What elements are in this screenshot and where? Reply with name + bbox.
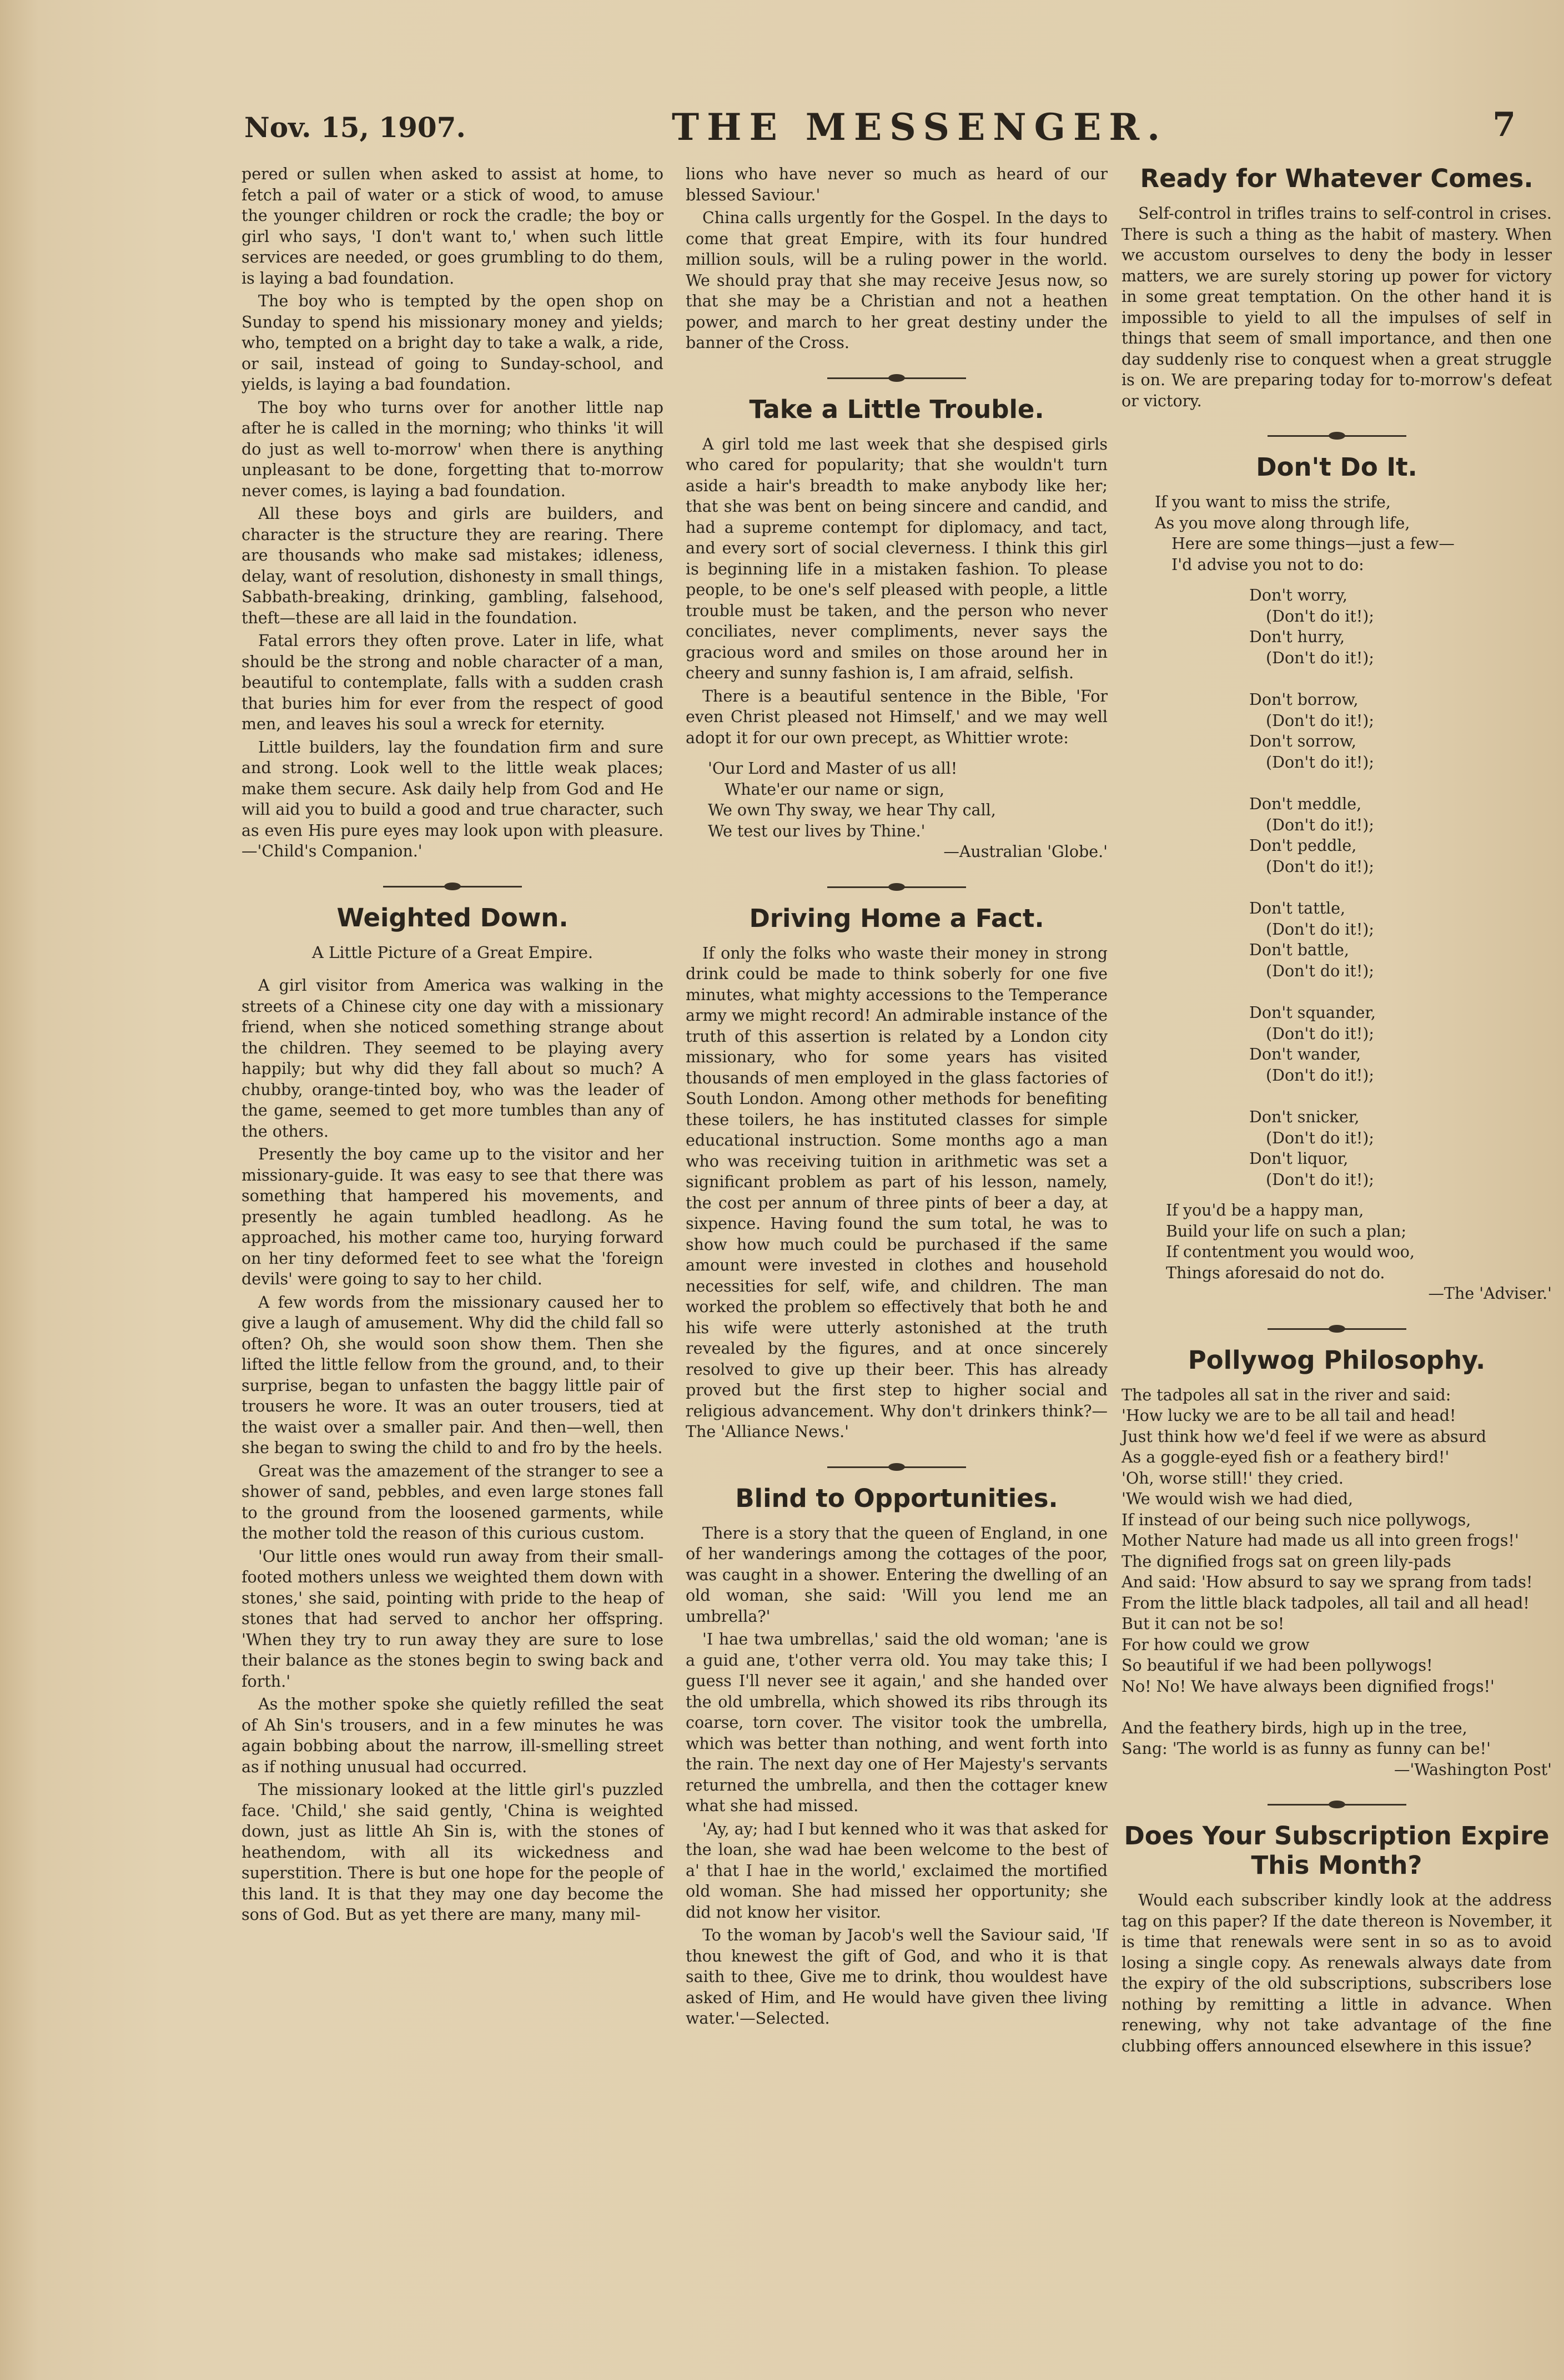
dont-line: (Don't do it!);: [1266, 753, 1375, 772]
article-paragraph: lions who have never so much as heard of our blessed Saviour.': [686, 165, 1108, 204]
poem-line: The dignified frogs sat on green lily-pads: [1122, 1552, 1451, 1571]
poem-line: If contentment you would woo,: [1166, 1243, 1415, 1261]
dont-line: (Don't do it!);: [1266, 1024, 1375, 1043]
section-divider: [383, 881, 522, 892]
dont-line: (Don't do it!);: [1266, 648, 1375, 667]
article-title-ready-for-whatever-comes: Ready for Whatever Comes.: [1140, 164, 1533, 193]
dont-line: Don't peddle,: [1249, 836, 1357, 855]
article-title-weighted-down: Weighted Down.: [336, 902, 569, 932]
dont-line: Don't squander,: [1249, 1004, 1376, 1022]
poem-line: As a goggle-eyed fish or a feathery bird!': [1122, 1448, 1450, 1466]
dont-line: Don't battle,: [1249, 941, 1349, 959]
issue-date: Nov. 15, 1907.: [244, 111, 466, 144]
attribution: —The 'Adviser.': [1428, 1284, 1552, 1303]
article-paragraph: Presently the boy came up to the visitor and her missionary-guide. It was easy to see that there was something that hampered his movements, and presently he again tumbled headlong. As he approached, his mother came too, hurying forward on her tiny deformed feet to see what the 'foreign devils' were going to say to her child.: [242, 1145, 663, 1288]
dont-line: Don't wander,: [1249, 1045, 1361, 1063]
poem-line: From the little black tadpoles, all tail and all head!: [1122, 1594, 1530, 1612]
dont-line: (Don't do it!);: [1266, 961, 1375, 980]
article-paragraph: As the mother spoke she quietly refilled the seat of Ah Sin's trousers, and in a few minutes he was again bobbing about the narrow, ill-smelling street as if nothing unusual had occurred.: [242, 1695, 663, 1776]
dont-line: Don't sorrow,: [1249, 732, 1356, 750]
dont-line: Don't worry,: [1249, 586, 1347, 604]
article-paragraph: A girl visitor from America was walking in the streets of a Chinese city one day with a missionary friend, when she noticed something strange about the children. They seemed to be playing avery happily; but why did they fall about so much? A chubby, orange-tinted boy, who was the leader of the game, seemed to get more tumbles than any of the others.: [242, 976, 663, 1141]
section-divider: [1268, 430, 1406, 441]
article-paragraph: There is a story that the queen of England, in one of her wanderings among the cottages of the poor, was caught in a shower. Entering the dwelling of an old woman, she said: 'Will you lend me an umbrella?': [686, 1524, 1108, 1626]
poem-line: 'We would wish we had died,: [1122, 1490, 1354, 1508]
poem-quote: [708, 758, 1108, 863]
article-paragraph: All these boys and girls are builders, and character is the structure they are rearing. There are thousands who make sad mistakes; idleness, delay, want of resolution, dishonesty in small things, Sabbath-breaking, drinking, gambling, falsehood, theft—these are all laid in the foundation.: [242, 505, 663, 627]
dont-list: [1122, 585, 1552, 1190]
section-divider: [1268, 1799, 1406, 1810]
article-paragraph: Would each subscriber kindly look at the address tag on this paper? If the date thereon is November, it is time that renewals were sent in so as to avoid losing a single copy. As renewals always date from the expiry of the old subscriptions, subscribers lose nothing by remitting a little in advance. When renewing, why not take advantage of the fine clubbing offers announced elsewhere in this issue?: [1122, 1891, 1552, 2055]
dont-line: Don't snicker,: [1249, 1108, 1360, 1126]
dont-line: Don't meddle,: [1249, 795, 1362, 813]
article-subtitle: A Little Picture of a Great Empire.: [311, 942, 594, 962]
dont-line: (Don't do it!);: [1266, 920, 1375, 939]
article-paragraph: 'I hae twa umbrellas,' said the old woman; 'ane is a guid ane, t'other verra old. You may take this; I guess I'll never see it again,' and she handed over the old umbrella, which showed its ribs through its coarse, torn cover. The visitor took the umbrella, which was better than nothing, and went forth into the rain. The next day one of Her Majesty's servants returned the umbrella, and then the cottager knew what she had missed.: [686, 1630, 1108, 1815]
poem-line: 'How lucky we are to be all tail and head!: [1122, 1406, 1456, 1425]
article-paragraph: A girl told me last week that she despised girls who cared for popularity; that she wouldn't turn aside a hair's breadth to make anybody like her; that she was bent on being sincere and candid, and had a supreme contempt for diplomacy, and tact, and every sort of social cleverness. I think this girl is beginning life in a mistaken fashion. To please people, to be one's self pleased with people, a little trouble must be taken, and the person who never conciliates, never compliments, never says the gracious word and smiles on those around her in cheery and sunny fashion is, I am afraid, selfish.: [686, 435, 1108, 682]
poem-line: And said: 'How absurd to say we sprang from tads!: [1122, 1573, 1533, 1591]
dont-line: Don't hurry,: [1249, 628, 1345, 646]
poem-line: We test our lives by Thine.': [708, 821, 926, 840]
dont-line: Don't liquor,: [1249, 1149, 1349, 1168]
page-header: [244, 105, 1516, 150]
article-paragraph: Fatal errors they often prove. Later in life, what should be the strong and noble character of a man, beautiful to contemplate, falls with a sudden crash that buries him for ever from the respect of good men, and leaves his soul a wreck for eternity.: [242, 632, 663, 733]
article-paragraph: The boy who turns over for another little nap after he is called in the morning; who thinks 'it will do just as well to-morrow' when there is anything unpleasant to be done, forgetting that to-morrow never comes, is laying a bad foundation.: [242, 398, 663, 500]
poem-line: [1122, 1697, 1552, 1718]
poem-line: Here are some things—just a few—: [1171, 535, 1455, 553]
poem-pollywog: [1122, 1385, 1552, 1781]
attribution: —Australian 'Globe.': [943, 843, 1108, 861]
article-title-pollywog-philosophy: Pollywog Philosophy.: [1188, 1345, 1486, 1375]
poem-line: If instead of our being such nice pollywogs,: [1122, 1510, 1471, 1529]
article-paragraph: A few words from the missionary caused her to give a laugh of amusement. Why did the child fall so often? Oh, she would soon show them. Then she lifted the little fellow from the ground, and, to their surprise, began to unfasten the baggy little pair of trousers he wore. It was an outer trousers, tied at the waist over a smaller pair. And then—well, then she began to swing the child to and fro by the heels.: [242, 1293, 663, 1457]
dont-line: (Don't do it!);: [1266, 815, 1375, 834]
poem-line: But it can not be so!: [1122, 1615, 1285, 1633]
poem-line: If you want to miss the strife,: [1155, 493, 1391, 511]
article-paragraph: Self-control in trifles trains to self-control in crises. There is such a thing as the habit of mastery. When we accustom ourselves to deny the body in lesser matters, we are surely storing up power for victory in some great temptation. On the other hand it is impossible to yield to all the impulses of self in things that seem of small importance, and then one day suddenly rise to conquest when a great struggle is on. We are preparing today for to-morrow's defeat or victory.: [1122, 204, 1552, 410]
article-paragraph: To the woman by Jacob's well the Saviour said, 'If thou knewest the gift of God, and who it is that saith to thee, Give me to drink, thou wouldest have asked of Him, and He would have given thee living water.'—Selected.: [686, 1926, 1108, 2028]
section-divider: [1268, 1323, 1406, 1334]
column-1: [242, 164, 663, 1928]
poem-line: Mother Nature had made us all into green frogs!': [1122, 1531, 1519, 1550]
dont-line: Don't borrow,: [1249, 690, 1359, 709]
article-paragraph: Little builders, lay the foundation firm and sure and strong. Look well to the little weak places; make them secure. Ask daily help from God and He will aid you to build a good and true character, such as even His pure eyes may look upon with pleasure.—'Child's Companion.': [242, 738, 663, 860]
column-3: [1122, 164, 1552, 2059]
section-divider: [827, 1461, 966, 1473]
article-paragraph: There is a beautiful sentence in the Bible, 'For even Christ pleased not Himself,' and we may well adopt it for our own precept, as Whittier wrote:: [686, 687, 1108, 747]
poem-line: So beautiful if we had been pollywogs!: [1122, 1656, 1433, 1675]
poem-line: Build your life on such a plan;: [1166, 1222, 1407, 1241]
poem-dont-outro: [1166, 1200, 1552, 1304]
poem-line: As you move along through life,: [1155, 513, 1410, 532]
poem-line: 'Oh, worse still!' they cried.: [1122, 1469, 1344, 1488]
attribution: —'Washington Post': [1394, 1760, 1552, 1779]
article-paragraph: 'Our little ones would run away from their small-footed mothers unless we weighted them down with stones,' she said, pointing with pride to the heap of stones that had served to anchor her offspring. 'When they try to run away they are sure to lose their balance as the stones begin to swing back and forth.': [242, 1547, 663, 1691]
poem-line: We own Thy sway, we hear Thy call,: [708, 801, 996, 819]
article-paragraph: China calls urgently for the Gospel. In the days to come that great Empire, with its four hundred million souls, will be a ruling power in the world. We should pray that she may receive Jesus now, so that she may be a Christian and not a heathen power, and march to her great destiny under the banner of the Cross.: [686, 209, 1108, 352]
poem-line: 'Our Lord and Master of us all!: [708, 759, 958, 778]
dont-line: (Don't do it!);: [1266, 857, 1375, 876]
article-paragraph: The boy who is tempted by the open shop on Sunday to spend his missionary money and yields; who, tempted on a bright day to take a walk, a ride, or sail, instead of going to Sunday-school, and yields, is laying a bad foundation.: [242, 292, 663, 394]
poem-line: Sang: 'The world is as funny as funny can be!': [1122, 1739, 1491, 1758]
poem-line: I'd advise you not to do:: [1171, 555, 1364, 574]
poem-dont-do-it: [1155, 492, 1552, 575]
poem-line: The tadpoles all sat in the river and said:: [1122, 1385, 1451, 1404]
dont-line: Don't tattle,: [1249, 899, 1346, 917]
article-title-subscription: Does Your Subscription Expire This Month?: [1124, 1821, 1550, 1880]
section-divider: [827, 372, 966, 384]
article-title-blind-to-opportunities: Blind to Opportunities.: [735, 1483, 1058, 1513]
dont-line: (Don't do it!);: [1266, 1170, 1375, 1189]
poem-line: Things aforesaid do not do.: [1166, 1263, 1385, 1282]
poem-line: Whate'er our name or sign,: [725, 780, 945, 799]
dont-line: (Don't do it!);: [1266, 711, 1375, 730]
masthead-title: THE MESSENGER.: [672, 105, 1168, 149]
dont-line: (Don't do it!);: [1266, 607, 1375, 626]
section-divider: [827, 881, 966, 892]
poem-line: If you'd be a happy man,: [1166, 1201, 1364, 1219]
dont-line: (Don't do it!);: [1266, 1128, 1375, 1147]
article-paragraph: If only the folks who waste their money in strong drink could be made to think soberly for one five minutes, what mighty accessions to the Temperance army we might record! An admirable instance of the truth of this assertion is related by a London city missionary, who for some years has visited thousands of men employed in the glass factories of South London. Among other methods for benefiting these toilers, he has instituted classes for simple educational instruction. Some months ago a man who was receiving tuition in arithmetic was set a significant problem as part of his lesson, namely, the cost per annum of three pints of beer a day, at sixpence. Having found the sum total, he was to show how much could be purchased if the same amount were invested in clothes and household necessities for self, wife, and children. The man worked the problem so effectively that both he and his wife were utterly astonished at the truth revealed by the figures, and at once sincerely resolved to give up their beer. This has already proved but the first step to higher social and religious advancement. Why don't drinkers think?—The 'Alliance News.': [686, 944, 1108, 1441]
poem-line: No! No! We have always been dignified frogs!': [1122, 1677, 1495, 1696]
article-title-dont-do-it: Don't Do It.: [1256, 452, 1417, 482]
page-number: 7: [1492, 105, 1516, 144]
article-paragraph: The missionary looked at the little girl's puzzled face. 'Child,' she said gently, 'China is weighted down, just as little Ah Sin is, with the stones of heathendom, with all its wickedness and superstition. There is but one hope for the people of this land. It is that they may one day become the sons of God. But as yet there are many, many mil-: [242, 1781, 663, 1924]
article-paragraph: Great was the amazement of the stranger to see a shower of sand, pebbles, and even large stones fall to the ground from the loosened garments, while the mother told the reason of this curious custom.: [242, 1461, 663, 1542]
poem-line: For how could we grow: [1122, 1635, 1310, 1654]
article-paragraph: 'Ay, ay; had I but kenned who it was that asked for the loan, she wad hae been welcome to the best of a' that I hae in the world,' exclaimed the mortified old woman. She had missed her opportunity; she did not know her visitor.: [686, 1819, 1108, 1922]
poem-line: And the feathery birds, high up in the tree,: [1122, 1718, 1467, 1737]
column-2: [686, 164, 1108, 2031]
article-title-driving-home-a-fact: Driving Home a Fact.: [749, 903, 1044, 933]
poem-line: Just think how we'd feel if we were as absurd: [1122, 1427, 1486, 1446]
article-paragraph: pered or sullen when asked to assist at home, to fetch a pail of water or a stick of wood, to amuse the younger children or rock the cradle; the boy or girl who says, 'I don't want to,' when such little services are needed, or goes grumbling to do them, is laying a bad foundation.: [242, 165, 663, 288]
article-title-take-a-little-trouble: Take a Little Trouble.: [749, 394, 1044, 424]
dont-line: (Don't do it!);: [1266, 1066, 1375, 1085]
